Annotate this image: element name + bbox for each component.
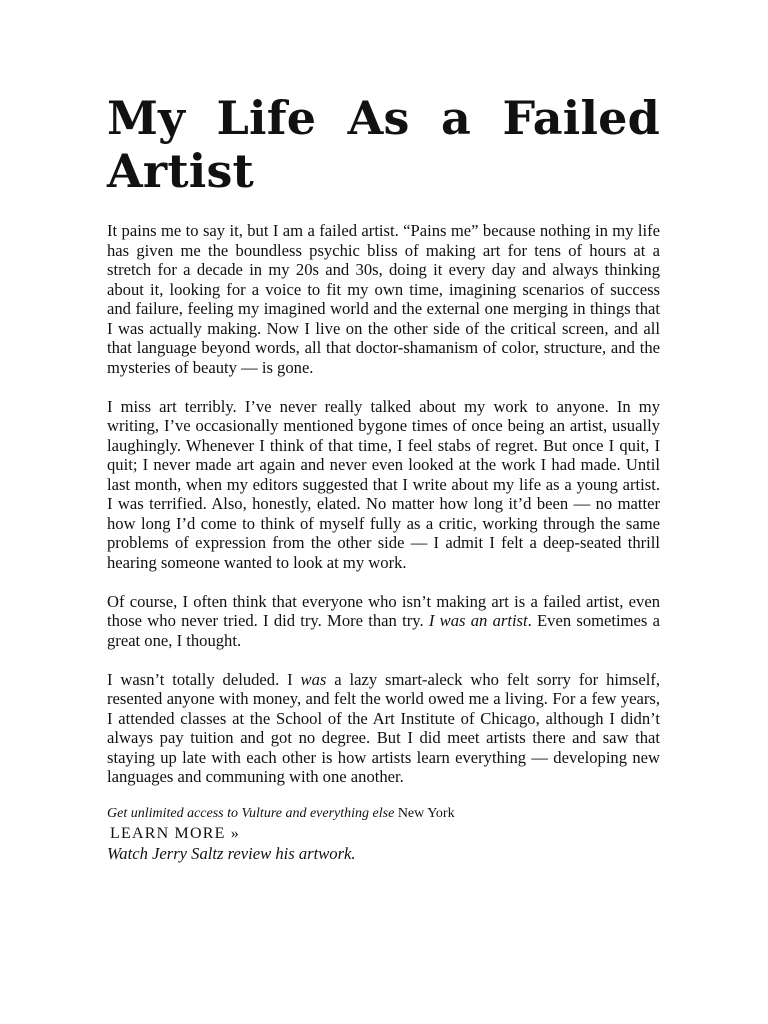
paragraph-2: I miss art terribly. I’ve never really talked about my work to anyone. In my writing, I’ve occasionally mentioned bygone times of once being an artist, usually laughingly. Whenever I think of that time, I feel stabs of regret. But once I quit, I quit; I never made art again and never even looked at the work I had made. Until last month, when my editors suggested that I write about my life as a young artist. I was terrified. Also, honestly, elated. No matter how long it’d been — no matter how long I’d come to think of myself fully as a critic, working through the same problems of expression from the other side — I admit I felt a deep-seated thrill hearing someone wanted to look at my work. <box>107 396 660 572</box>
paragraph-3-emphasis: I was an artist <box>428 611 528 630</box>
paragraph-3-end: . Even sometimes a great one, I thought. <box>107 611 660 650</box>
watch-review-caption: Watch Jerry Saltz review his artwork. <box>107 843 356 863</box>
promo-text-italic: Get unlimited access to Vulture and everything else <box>107 805 395 821</box>
article-title: My Life As a Failed Artist <box>107 91 660 198</box>
promo-text <box>107 805 660 823</box>
paragraph-4 <box>107 670 660 787</box>
paragraph-4-emphasis: was <box>300 669 327 689</box>
paragraph-4-end: a lazy smart-aleck who felt sorry for himself, resented anyone with money, and felt the world owed me a living. For a few years, I attended classes at the School of the Art Institute of Chicago, although I didn’t always pay tuition and got no degree. But I did meet artists there and saw that staying up late with each other is how artists learn everything — developing new languages and communing with one another. <box>107 669 660 786</box>
article-body <box>107 221 660 787</box>
paragraph-3 <box>107 592 660 651</box>
promo-text-brand: New York <box>394 805 455 821</box>
paragraph-4-start: I wasn’t totally deluded. I <box>107 669 301 689</box>
paragraph-1: It pains me to say it, but I am a failed artist. “Pains me” because nothing in my life has given me the boundless psychic bliss of making art for tens of hours at a stretch for a decade in my 20s and 30s, doing it every day and always thinking about it, looking for a voice to fit my own time, imagining scenarios of success and failure, feeling my imagined world and the external one merging in things that I was actually making. Now I live on the other side of the critical screen, and all that language beyond words, all that doctor-shamanism of color, structure, and the mysteries of beauty — is gone. <box>107 221 660 377</box>
subscription-promo <box>107 805 660 864</box>
paragraph-3-start: Of course, I often think that everyone who isn’t making art is a failed artist, even those who never tried. I did try. More than try. <box>107 591 660 630</box>
article <box>107 92 660 864</box>
learn-more-link[interactable]: LEARN MORE » <box>110 824 240 842</box>
